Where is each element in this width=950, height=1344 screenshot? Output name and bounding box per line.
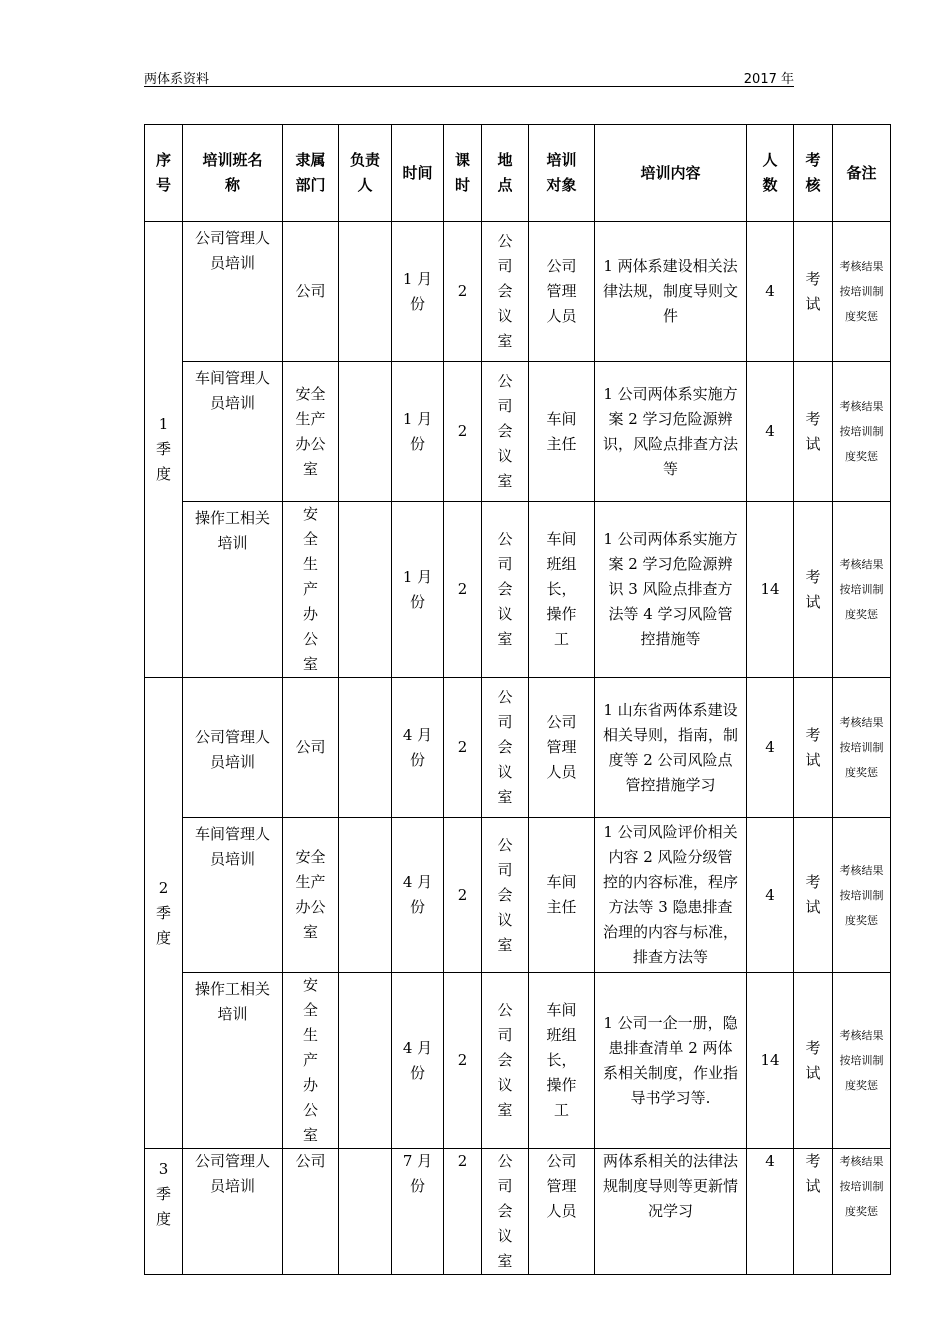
remark-cell: 考核结果按培训制度奖惩 [833, 818, 891, 973]
place-cell: 公司会议室 [482, 222, 529, 362]
dept-cell: 安全生产办公室 [283, 818, 339, 973]
class-name-cell: 车间管理人员培训 [183, 362, 283, 502]
class-name-cell: 公司管理人员培训 [183, 678, 283, 818]
dept-cell: 公司 [283, 222, 339, 362]
content-cell: 1 山东省两体系建设相关导则，指南，制度等 2 公司风险点管控措施学习 [595, 678, 747, 818]
hours-cell: 2 [444, 973, 482, 1149]
exam-cell: 考试 [794, 678, 833, 818]
count-cell: 4 [747, 362, 794, 502]
owner-cell [339, 222, 392, 362]
hours-cell: 2 [444, 1149, 482, 1275]
header-year: 2017 年 [743, 72, 794, 87]
training-plan-table [144, 124, 891, 1275]
hours-cell: 2 [444, 678, 482, 818]
place-cell: 公司会议室 [482, 818, 529, 973]
exam-cell: 考试 [794, 973, 833, 1149]
remark-cell: 考核结果按培训制度奖惩 [833, 222, 891, 362]
col-header-content: 培训内容 [595, 125, 747, 222]
owner-cell [339, 973, 392, 1149]
time-cell: 1 月份 [392, 362, 444, 502]
dept-cell: 公司 [283, 1149, 339, 1275]
remark-cell: 考核结果按培训制度奖惩 [833, 1149, 891, 1275]
class-name-cell: 公司管理人员培训 [183, 222, 283, 362]
class-name-cell: 操作工相关培训 [183, 502, 283, 678]
table-row [145, 678, 891, 818]
owner-cell [339, 678, 392, 818]
page-header [144, 66, 794, 87]
quarter-label: 2 季度 [145, 678, 183, 1149]
target-cell: 公司管理人员 [529, 222, 595, 362]
table-row [145, 1149, 891, 1275]
target-cell: 车间主任 [529, 362, 595, 502]
col-header-class-name: 培训班名称 [183, 125, 283, 222]
col-header-hours: 课时 [444, 125, 482, 222]
exam-cell: 考试 [794, 362, 833, 502]
col-header-dept: 隶属部门 [283, 125, 339, 222]
place-cell: 公司会议室 [482, 502, 529, 678]
dept-cell: 安 全 生 产 办 公 室 [283, 502, 339, 678]
time-cell: 4 月份 [392, 818, 444, 973]
dept-cell: 安全生产办公室 [283, 362, 339, 502]
table-row [145, 502, 891, 678]
class-name-cell: 车间管理人员培训 [183, 818, 283, 973]
time-cell: 7 月份 [392, 1149, 444, 1275]
content-cell: 1 公司两体系实施方案 2 学习危险源辨识 3 风险点排查方法等 4 学习风险管控措施等 [595, 502, 747, 678]
count-cell: 4 [747, 818, 794, 973]
count-cell: 4 [747, 222, 794, 362]
hours-cell: 2 [444, 362, 482, 502]
remark-cell: 考核结果按培训制度奖惩 [833, 502, 891, 678]
col-header-time: 时间 [392, 125, 444, 222]
exam-cell: 考试 [794, 1149, 833, 1275]
header-left-title: 两体系资料 [144, 72, 210, 87]
exam-cell: 考试 [794, 818, 833, 973]
place-cell: 公司会议室 [482, 973, 529, 1149]
count-cell: 14 [747, 502, 794, 678]
exam-cell: 考试 [794, 222, 833, 362]
hours-cell: 2 [444, 502, 482, 678]
target-cell: 公司管理人员 [529, 1149, 595, 1275]
owner-cell [339, 1149, 392, 1275]
count-cell: 14 [747, 973, 794, 1149]
class-name-cell: 操作工相关培训 [183, 973, 283, 1149]
col-header-owner: 负责人 [339, 125, 392, 222]
col-header-exam: 考核 [794, 125, 833, 222]
content-cell: 1 公司一企一册，隐患排查清单 2 两体系相关制度，作业指导书学习等. [595, 973, 747, 1149]
class-name-cell: 公司管理人员培训 [183, 1149, 283, 1275]
hours-cell: 2 [444, 222, 482, 362]
place-cell: 公司会议室 [482, 1149, 529, 1275]
col-header-target: 培训对象 [529, 125, 595, 222]
col-header-count: 人数 [747, 125, 794, 222]
table-row [145, 818, 891, 973]
time-cell: 1 月份 [392, 502, 444, 678]
target-cell: 公司管理人员 [529, 678, 595, 818]
table-row [145, 362, 891, 502]
exam-cell: 考试 [794, 502, 833, 678]
place-cell: 公司会议室 [482, 678, 529, 818]
content-cell: 两体系相关的法律法规制度导则等更新情况学习 [595, 1149, 747, 1275]
table-row [145, 222, 891, 362]
owner-cell [339, 362, 392, 502]
remark-cell: 考核结果按培训制度奖惩 [833, 678, 891, 818]
count-cell: 4 [747, 678, 794, 818]
hours-cell: 2 [444, 818, 482, 973]
dept-cell: 公司 [283, 678, 339, 818]
owner-cell [339, 502, 392, 678]
table-row [145, 973, 891, 1149]
quarter-label: 1 季度 [145, 222, 183, 678]
owner-cell [339, 818, 392, 973]
table-header-row [145, 125, 891, 222]
target-cell: 车间班组长，操作工 [529, 973, 595, 1149]
col-header-index: 序号 [145, 125, 183, 222]
time-cell: 4 月份 [392, 678, 444, 818]
col-header-place: 地点 [482, 125, 529, 222]
time-cell: 4 月份 [392, 973, 444, 1149]
time-cell: 1 月份 [392, 222, 444, 362]
content-cell: 1 公司两体系实施方案 2 学习危险源辨识，风险点排查方法等 [595, 362, 747, 502]
quarter-label: 3 季度 [145, 1149, 183, 1275]
target-cell: 车间主任 [529, 818, 595, 973]
col-header-remark: 备注 [833, 125, 891, 222]
place-cell: 公司会议室 [482, 362, 529, 502]
content-cell: 1 两体系建设相关法律法规，制度导则文件 [595, 222, 747, 362]
count-cell: 4 [747, 1149, 794, 1275]
dept-cell: 安 全 生 产 办 公 室 [283, 973, 339, 1149]
remark-cell: 考核结果按培训制度奖惩 [833, 973, 891, 1149]
target-cell: 车间班组长，操作工 [529, 502, 595, 678]
content-cell: 1 公司风险评价相关内容 2 风险分级管控的内容标准，程序方法等 3 隐患排查治理的内容与标准，排查方法等 [595, 818, 747, 973]
remark-cell: 考核结果按培训制度奖惩 [833, 362, 891, 502]
